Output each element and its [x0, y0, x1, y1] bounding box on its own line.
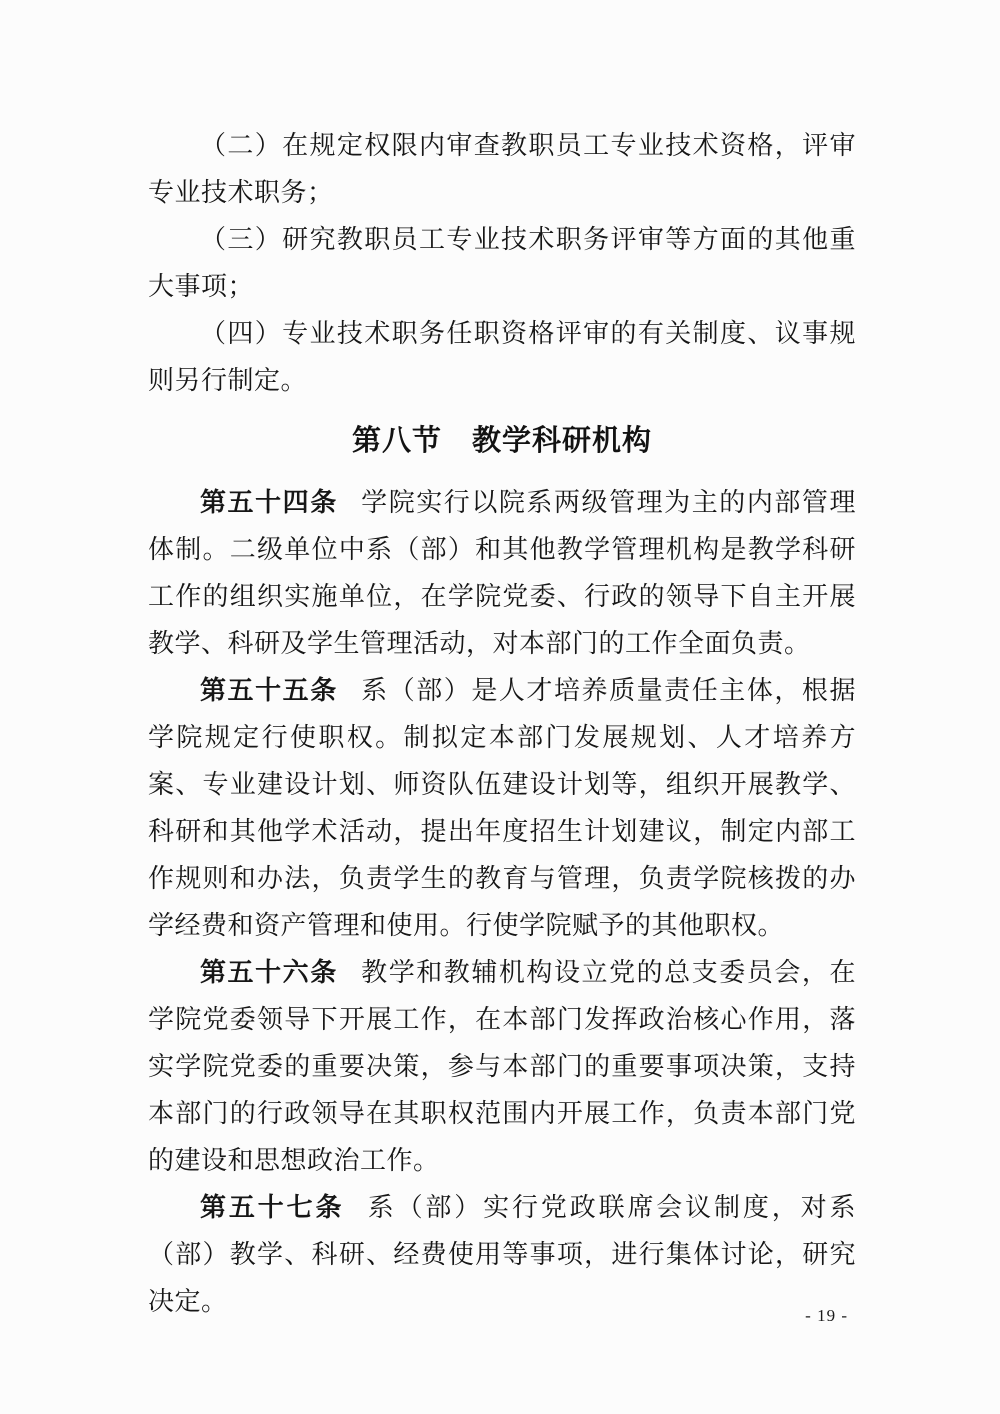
- section-heading: 第八节 教学科研机构: [351, 425, 652, 457]
- article-55-text: 系（部）是人才培养质量责任主体，根据学院规定行使职权。制拟定本部门发展规划、人才培养方案、专业建设计划、师资队伍建设计划等，组织开展教学、科研和其他学术活动，提出年度招生计划建议，制定内部工作规则和办法，负责学生的教育与管理，负责学院核拨的办学经费和资产管理和使用。行使学院赋予的其他职权。: [148, 676, 856, 940]
- article-54-number: 第五十四条: [200, 488, 338, 517]
- document-body: [148, 122, 856, 1325]
- page-number: - 19 -: [805, 1306, 848, 1325]
- article-55: [148, 667, 856, 949]
- clause-item-3: （三）研究教职员工专业技术职务评审等方面的其他重大事项；: [148, 225, 856, 301]
- article-56-number: 第五十六条: [200, 958, 338, 987]
- article-57: [148, 1184, 856, 1325]
- article-57-number: 第五十七条: [200, 1193, 345, 1222]
- article-56-text: 教学和教辅机构设立党的总支委员会，在学院党委领导下开展工作，在本部门发挥政治核心作用，落实学院党委的重要决策，参与本部门的重要事项决策，支持本部门的行政领导在其职权范围内开展工作，负责本部门党的建设和思想政治工作。: [148, 958, 856, 1175]
- article-56: [148, 949, 856, 1184]
- article-54: [148, 479, 856, 667]
- article-55-number: 第五十五条: [200, 676, 338, 705]
- article-57-text: 系（部）实行党政联席会议制度，对系（部）教学、科研、经费使用等事项，进行集体讨论，研究决定。: [148, 1193, 856, 1316]
- article-54-text: 学院实行以院系两级管理为主的内部管理体制。二级单位中系（部）和其他教学管理机构是教学科研工作的组织实施单位，在学院党委、行政的领导下自主开展教学、科研及学生管理活动，对本部门的工作全面负责。: [148, 488, 856, 658]
- clause-item-2: （二）在规定权限内审查教职员工专业技术资格，评审专业技术职务；: [148, 131, 856, 207]
- clause-item-4: （四）专业技术职务任职资格评审的有关制度、议事规则另行制定。: [148, 319, 856, 395]
